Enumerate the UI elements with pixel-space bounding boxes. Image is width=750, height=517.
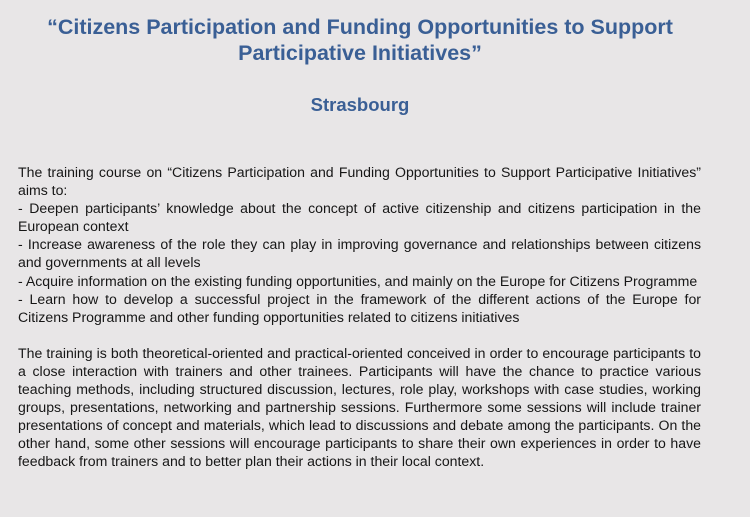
title-line-2: Participative Initiatives” <box>238 41 482 65</box>
aim-item: - Increase awareness of the role they can play in improving governance and relationships between citizens and governments at all levels <box>18 236 701 271</box>
aim-item: - Acquire information on the existing funding opportunities, and mainly on the Europe for Citizens Programme <box>18 272 698 289</box>
title-line-1: “Citizens Participation and Funding Opportunities to Support <box>47 15 673 39</box>
methodology-paragraph: The training is both theoretical-oriented and practical-oriented conceived in order to encourage participants to a close interaction with trainers and other trainees. Participants will have the chance to practice various teaching methods, including structured discussion, lectures, role play, workshops with case studies, working groups, presentations, networking and partnership sessions. Furthermore some sessions will include trainer presentations of concept and materials, which lead to discussions and debate among the participants. On the other hand, some other sessions will encourage participants to share their own experiences in order to have feedback from trainers and to better plan their actions in their local context. <box>18 344 701 470</box>
aim-item: - Deepen participants’ knowledge about the concept of active citizenship and citizens participation in the European context <box>18 200 701 235</box>
aim-item: - Learn how to develop a successful project in the framework of the different actions of the Europe for Citizens Programme and other funding opportunities related to citizens initiatives <box>18 290 701 325</box>
document-title <box>0 14 720 66</box>
document-body <box>18 163 701 471</box>
paragraph-spacer <box>18 326 701 344</box>
intro-paragraph: The training course on “Citizens Participation and Funding Opportunities to Support Participative Initiatives” aims to: <box>18 164 701 199</box>
location-heading: Strasbourg <box>310 94 410 115</box>
